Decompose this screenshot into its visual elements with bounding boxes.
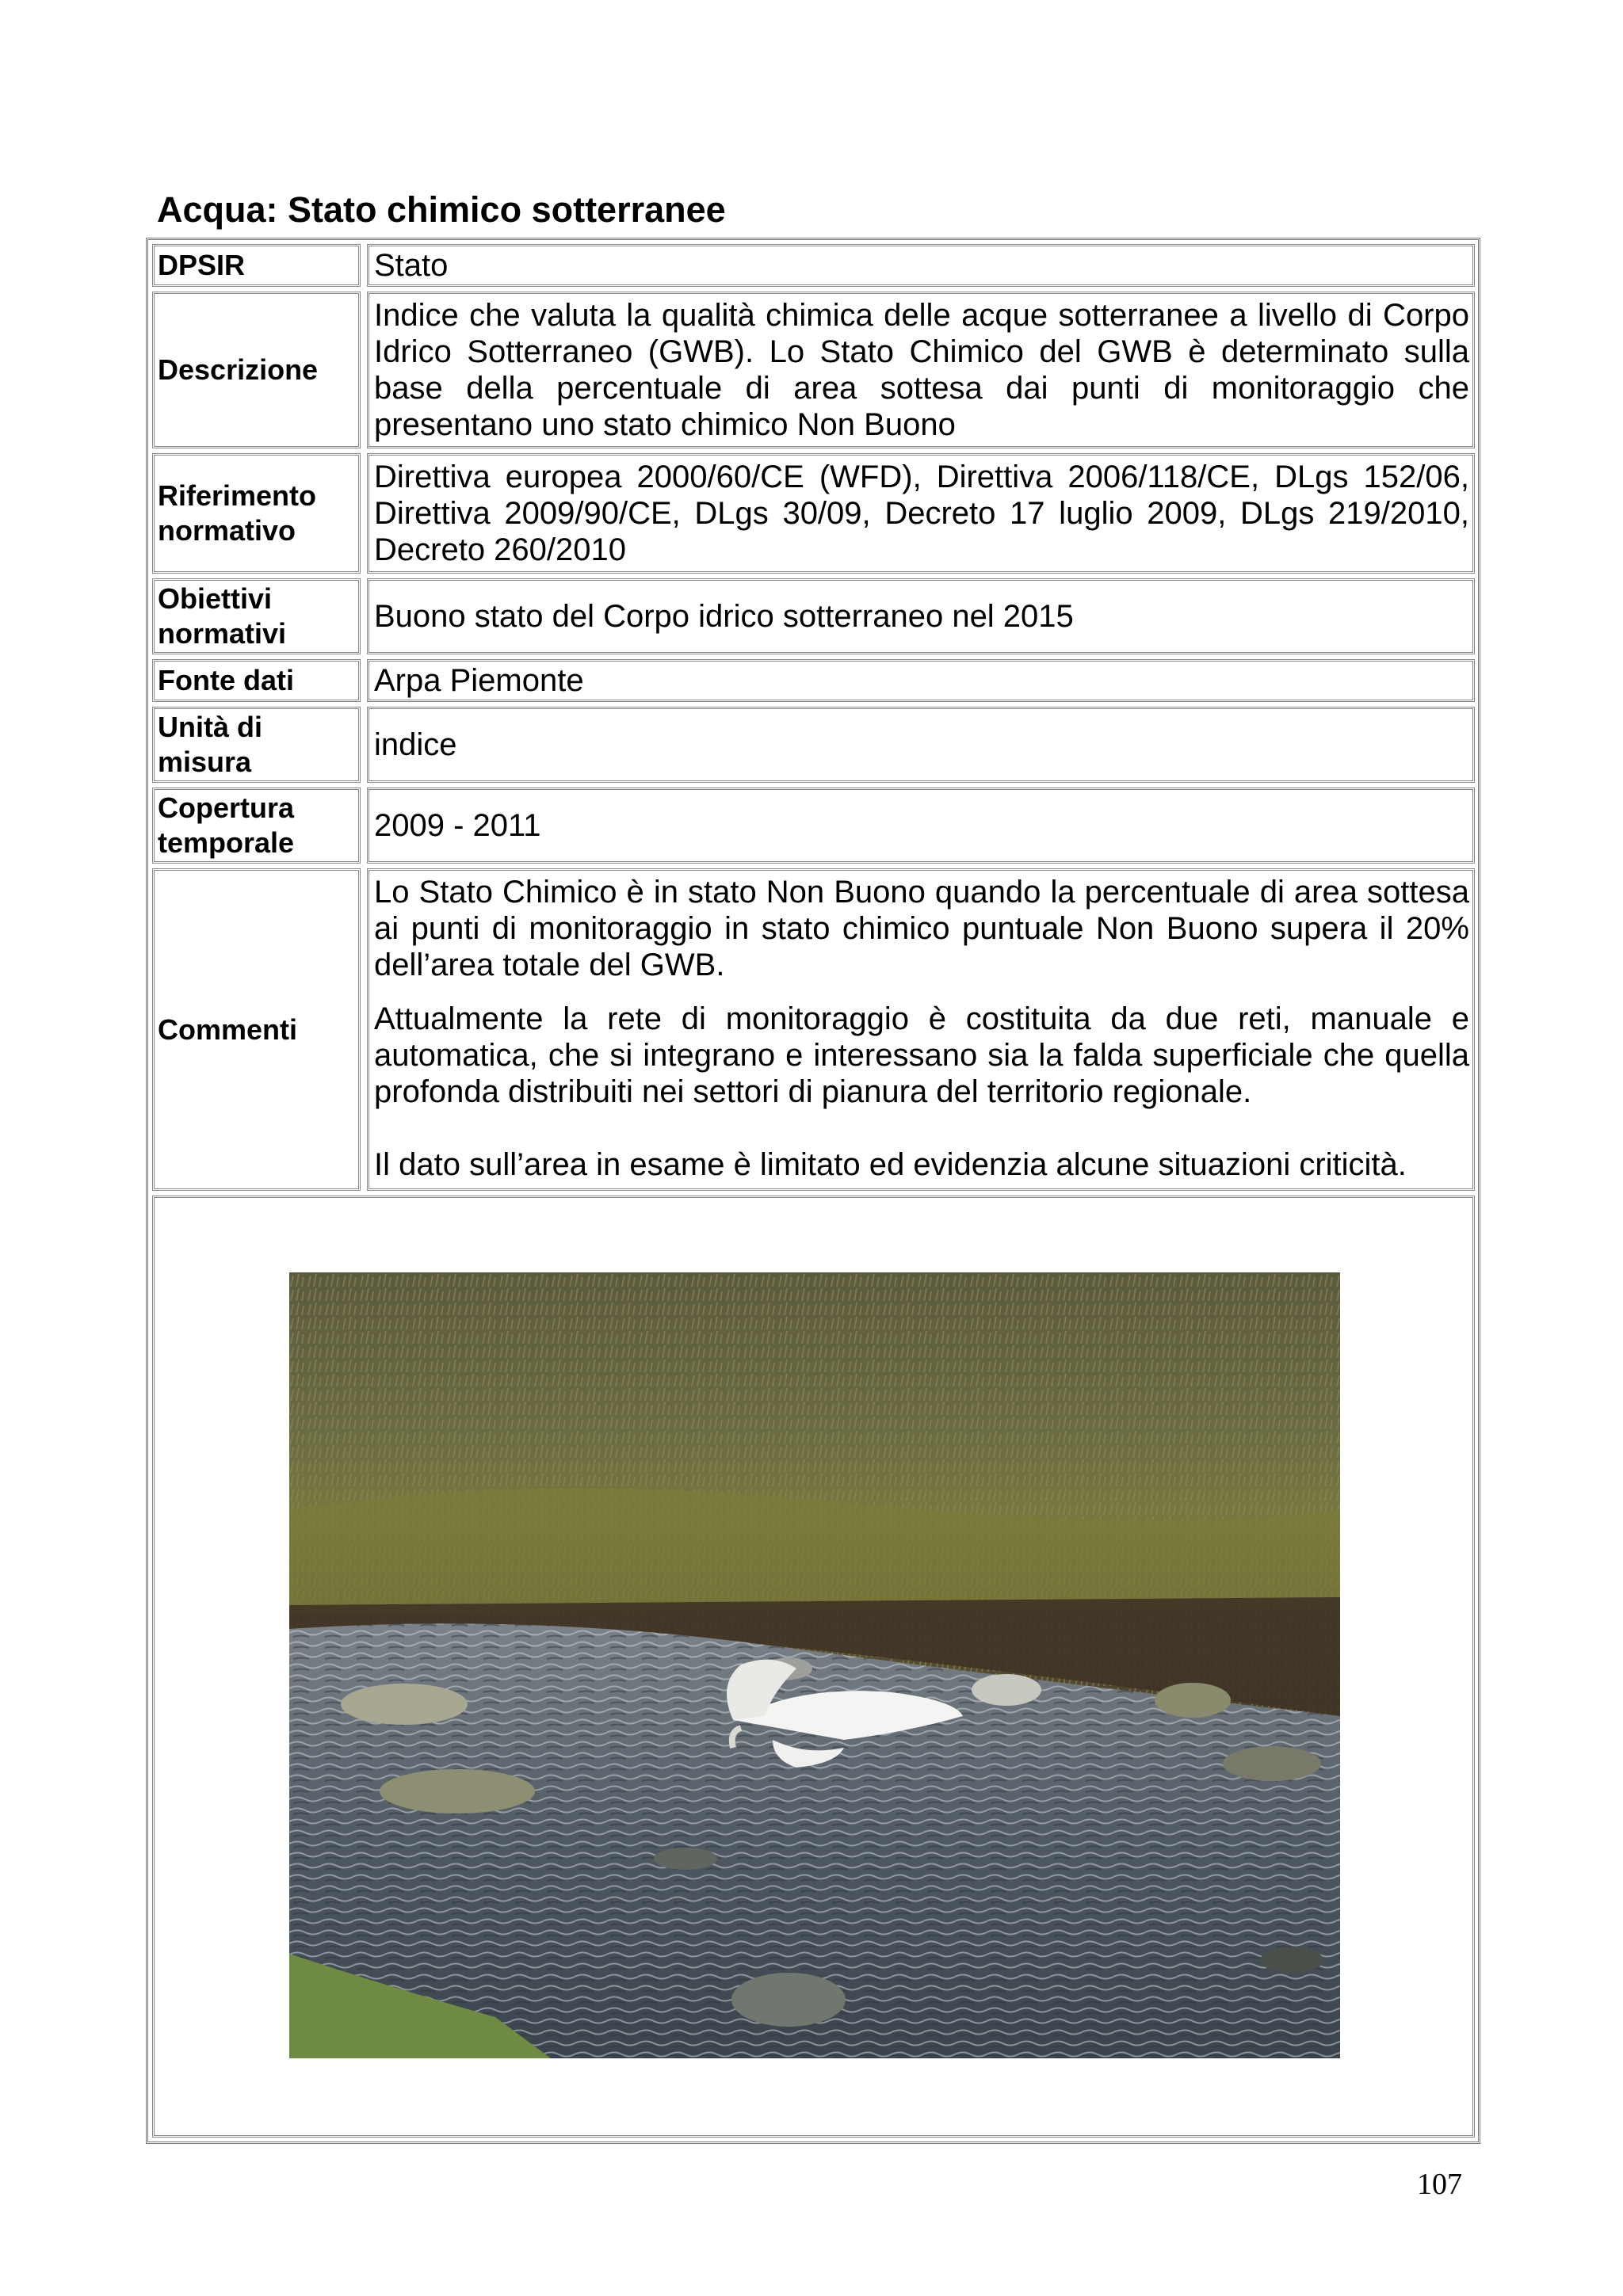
unita-value: indice (367, 707, 1475, 783)
unita-label: Unità di misura (152, 707, 361, 783)
photo-cell (152, 1196, 1475, 2138)
riferimento-cell (367, 453, 1475, 574)
commenti-paragraph-1: Lo Stato Chimico è in stato Non Buono quando la percentuale di area sottesa ai punti di monitoraggio in stato chimico puntuale Non Buono supera il 20% dell’area totale del GWB. (374, 875, 1469, 982)
commenti-label: Commenti (152, 868, 361, 1191)
copertura-value: 2009 - 2011 (367, 788, 1475, 864)
obiettivi-value: Buono stato del Corpo idrico sotterraneo nel 2015 (367, 578, 1475, 654)
photo-egret-stream (289, 1272, 1340, 2058)
photo-image (289, 1272, 1340, 2058)
page-number: 107 (1417, 2168, 1462, 2201)
page-title: Acqua: Stato chimico sotterranee (157, 189, 726, 230)
dpsir-label: DPSIR (152, 244, 361, 287)
descrizione-value: Indice che valuta la qualità chimica delle acque sotterranee a livello di Corpo Idrico Sotterraneo (GWB). Lo Stato Chimico del GWB è determinato sulla base della percentuale di area sottesa dai punti di monitoraggio che presentano uno stato chimico Non Buono (374, 298, 1469, 442)
commenti-paragraph-3: Il dato sull’area in esame è limitato ed evidenzia alcune situazioni criticità. (374, 1147, 1407, 1182)
riferimento-value: Direttiva europea 2000/60/CE (WFD), Direttiva 2006/118/CE, DLgs 152/06, Direttiva 2009/90/CE, DLgs 30/09, Decreto 17 luglio 2009, DLgs 219/2010, Decreto 260/2010 (374, 460, 1469, 567)
commenti-paragraph-2: Attualmente la rete di monitoraggio è costituita da due reti, manuale e automatica, che si integrano e interessano sia la falda superficiale che quella profonda distribuiti nei settori di pianura del territorio regionale. (374, 1001, 1469, 1109)
fonte-value: Arpa Piemonte (367, 659, 1475, 702)
descrizione-cell (367, 292, 1475, 448)
obiettivi-label: Obiettivi normativi (152, 578, 361, 654)
riferimento-label: Riferimento normativo (152, 453, 361, 574)
descrizione-label: Descrizione (152, 292, 361, 448)
commenti-cell (367, 868, 1475, 1191)
dpsir-value: Stato (367, 244, 1475, 287)
fonte-label: Fonte dati (152, 659, 361, 702)
copertura-label: Copertura temporale (152, 788, 361, 864)
